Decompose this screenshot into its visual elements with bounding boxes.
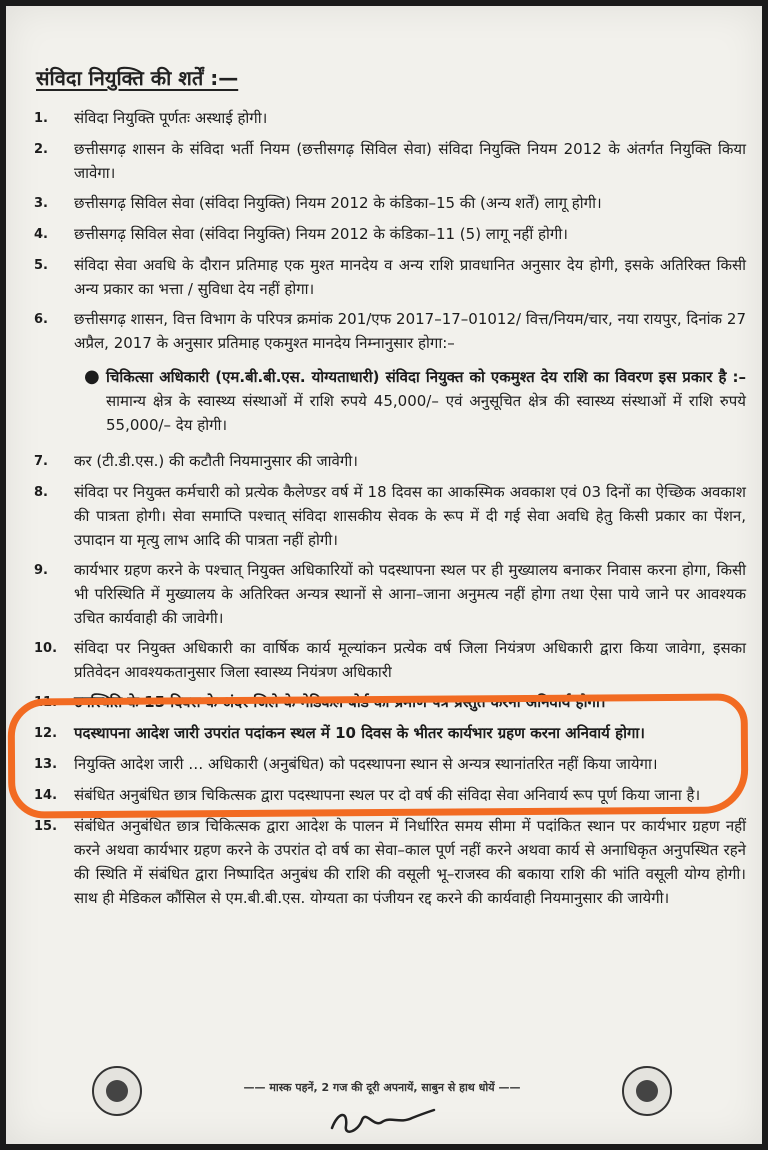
list-item	[34, 222, 746, 247]
item-text: उपस्थिति के 15 दिवस के अंदर जिले के मेडिकल बोर्ड का प्रमाण पत्र प्रस्तुत करना अनिवार्य होगा।	[74, 693, 606, 711]
item-number: 1.	[34, 111, 48, 126]
item-number: 7.	[34, 454, 48, 469]
list-item-highlighted	[34, 690, 746, 715]
list-item	[34, 814, 746, 910]
salary-bullet	[84, 365, 746, 437]
mask-logo-icon	[622, 1066, 672, 1116]
page-title: संविदा नियुक्ति की शर्तें :—	[36, 66, 239, 90]
item-text: संविदा नियुक्ति पूर्णतः अस्थाई होगी।	[74, 109, 268, 127]
footer	[92, 1058, 672, 1138]
list-item	[34, 783, 746, 808]
item-number: 5.	[34, 258, 48, 273]
mask-logo-icon	[92, 1066, 142, 1116]
item-text: छत्तीसगढ़ सिविल सेवा (संविदा नियुक्ति) नियम 2012 के कंडिका–15 की (अन्य शर्तें) लागू होगी।	[74, 194, 602, 212]
item-number: 2.	[34, 142, 48, 157]
conditions-list	[34, 106, 746, 916]
bullet-text: सामान्य क्षेत्र के स्वास्थ्य संस्थाओं में राशि रुपये 45,000/– एवं अनुसूचित क्षेत्र की स्वास्थ्य संस्थाओं में राशि रुपये 55,000/– देय होगी।	[106, 392, 746, 434]
list-item	[34, 307, 746, 355]
list-item	[34, 137, 746, 185]
item-number: 13.	[34, 757, 58, 772]
item-text: संविदा पर नियुक्त कर्मचारी को प्रत्येक कैलेण्डर वर्ष में 18 दिवस का आकस्मिक अवकाश एवं 03 दिनों का ऐच्छिक अवकाश की पात्रता होगी। सेवा समाप्ति पश्चात् संविदा शासकीय सेवक के रूप में दी गई सेवा अवधि हेतु किसी प्रकार का पेंशन, उपादान या मृत्यु लाभ आदि की पात्रता नहीं होगी।	[74, 483, 746, 549]
item-text: संबंधित अनुबंधित छात्र चिकित्सक द्वारा आदेश के पालन में निर्धारित समय सीमा में पदांकित स्थान पर कार्यभार ग्रहण नहीं करने अथवा कार्यभार ग्रहण करने के उपरांत दो वर्ष का सेवा–काल पूर्ण नहीं करने अथवा कार्य से अनाधिकृत अनुपस्थित रहने की स्थिति में संबंधित द्वारा निष्पादित अनुबंध की राशि की वसूली भू–राजस्व की बकाया राशि की भांति वसूली योग्य होगी। साथ ही मेडिकल कौंसिल से एम.बी.बी.एस. योग्यता का पंजीयन रद्द करने की कार्यवाही नियमानुसार की जायेगी।	[74, 817, 746, 907]
item-number: 8.	[34, 485, 48, 500]
item-text: छत्तीसगढ़ शासन, वित्त विभाग के परिपत्र क्रमांक 201/एफ 2017–17–01012/ वित्त/नियम/चार, नया रायपुर, दिनांक 27 अप्रैल, 2017 के अनुसार प्रतिमाह एकमुश्त मानदेय निम्नानुसार होगा:–	[74, 310, 746, 352]
item-number: 3.	[34, 196, 48, 211]
signature-icon	[328, 1102, 438, 1138]
item-number: 12.	[34, 726, 58, 741]
list-item	[34, 558, 746, 630]
item-text: छत्तीसगढ़ सिविल सेवा (संविदा नियुक्ति) नियम 2012 के कंडिका–11 (5) लागू नहीं होगी।	[74, 225, 568, 243]
list-item	[34, 480, 746, 552]
item-text: पदस्थापना आदेश जारी उपरांत पदांकन स्थल में 10 दिवस के भीतर कार्यभार ग्रहण करना अनिवार्य होगा।	[74, 724, 645, 742]
list-item	[34, 449, 746, 474]
list-item	[34, 106, 746, 131]
footer-slogan: —— मास्क पहनें, 2 गज की दूरी अपनायें, साबुन से हाथ धोयें ——	[243, 1081, 521, 1094]
item-number: 6.	[34, 312, 48, 327]
item-number: 10.	[34, 641, 58, 656]
item-number: 11.	[34, 695, 58, 710]
item-number: 14.	[34, 788, 58, 803]
item-text: कार्यभार ग्रहण करने के पश्चात् नियुक्त अधिकारियों को पदस्थापना स्थल पर ही मुख्यालय बनाकर निवास करना होगा, किसी भी परिस्थिति में मुख्यालय के अतिरिक्त अन्यत्र स्थानों से आना–जाना अनुमत्य नहीं होगा तथा ऐसा पाये जाने पर आवश्यक उचित कार्यवाही की जावेगी।	[74, 561, 746, 627]
item-text: कर (टी.डी.एस.) की कटौती नियमानुसार की जावेगी।	[74, 452, 358, 470]
item-number: 15.	[34, 819, 58, 834]
item-text: संबंधित अनुबंधित छात्र चिकित्सक द्वारा पदस्थापना स्थल पर दो वर्ष की संविदा सेवा अनिवार्य रूप पूर्ण किया जाना है।	[74, 786, 701, 804]
item-number: 4.	[34, 227, 48, 242]
list-item-highlighted	[34, 721, 746, 746]
bullet-icon: ●	[84, 366, 100, 387]
list-item	[34, 752, 746, 777]
item-text: संविदा पर नियुक्त अधिकारी का वार्षिक कार्य मूल्यांकन प्रत्येक वर्ष जिला नियंत्रण अधिकारी द्वारा किया जावेगा, इसका प्रतिवेदन आवश्यकतानुसार जिला स्वास्थ्य नियंत्रण अधिकारी	[74, 639, 746, 681]
item-text: संविदा सेवा अवधि के दौरान प्रतिमाह एक मुश्त मानदेय व अन्य राशि प्रावधानित अनुसार देय होगी, इसके अतिरिक्त किसी अन्य प्रकार का भत्ता / सुविधा देय नहीं होगा।	[74, 256, 746, 298]
item-number: 9.	[34, 563, 48, 578]
list-item	[34, 191, 746, 216]
list-item	[34, 636, 746, 684]
document-page	[6, 6, 762, 1144]
list-item	[34, 253, 746, 301]
item-text: छत्तीसगढ़ शासन के संविदा भर्ती नियम (छत्तीसगढ़ सिविल सेवा) संविदा नियुक्ति नियम 2012 के अंतर्गत नियुक्ति किया जावेगा।	[74, 140, 746, 182]
item-text: नियुक्ति आदेश जारी … अधिकारी (अनुबंधित) को पदस्थापना स्थान से अन्यत्र स्थानांतरित नहीं किया जायेगा।	[74, 755, 658, 773]
bullet-bold-text: चिकित्सा अधिकारी (एम.बी.बी.एस. योग्यताधारी) संविदा नियुक्त को एकमुश्त देय राशि का विवरण इस प्रकार है :–	[106, 368, 746, 386]
